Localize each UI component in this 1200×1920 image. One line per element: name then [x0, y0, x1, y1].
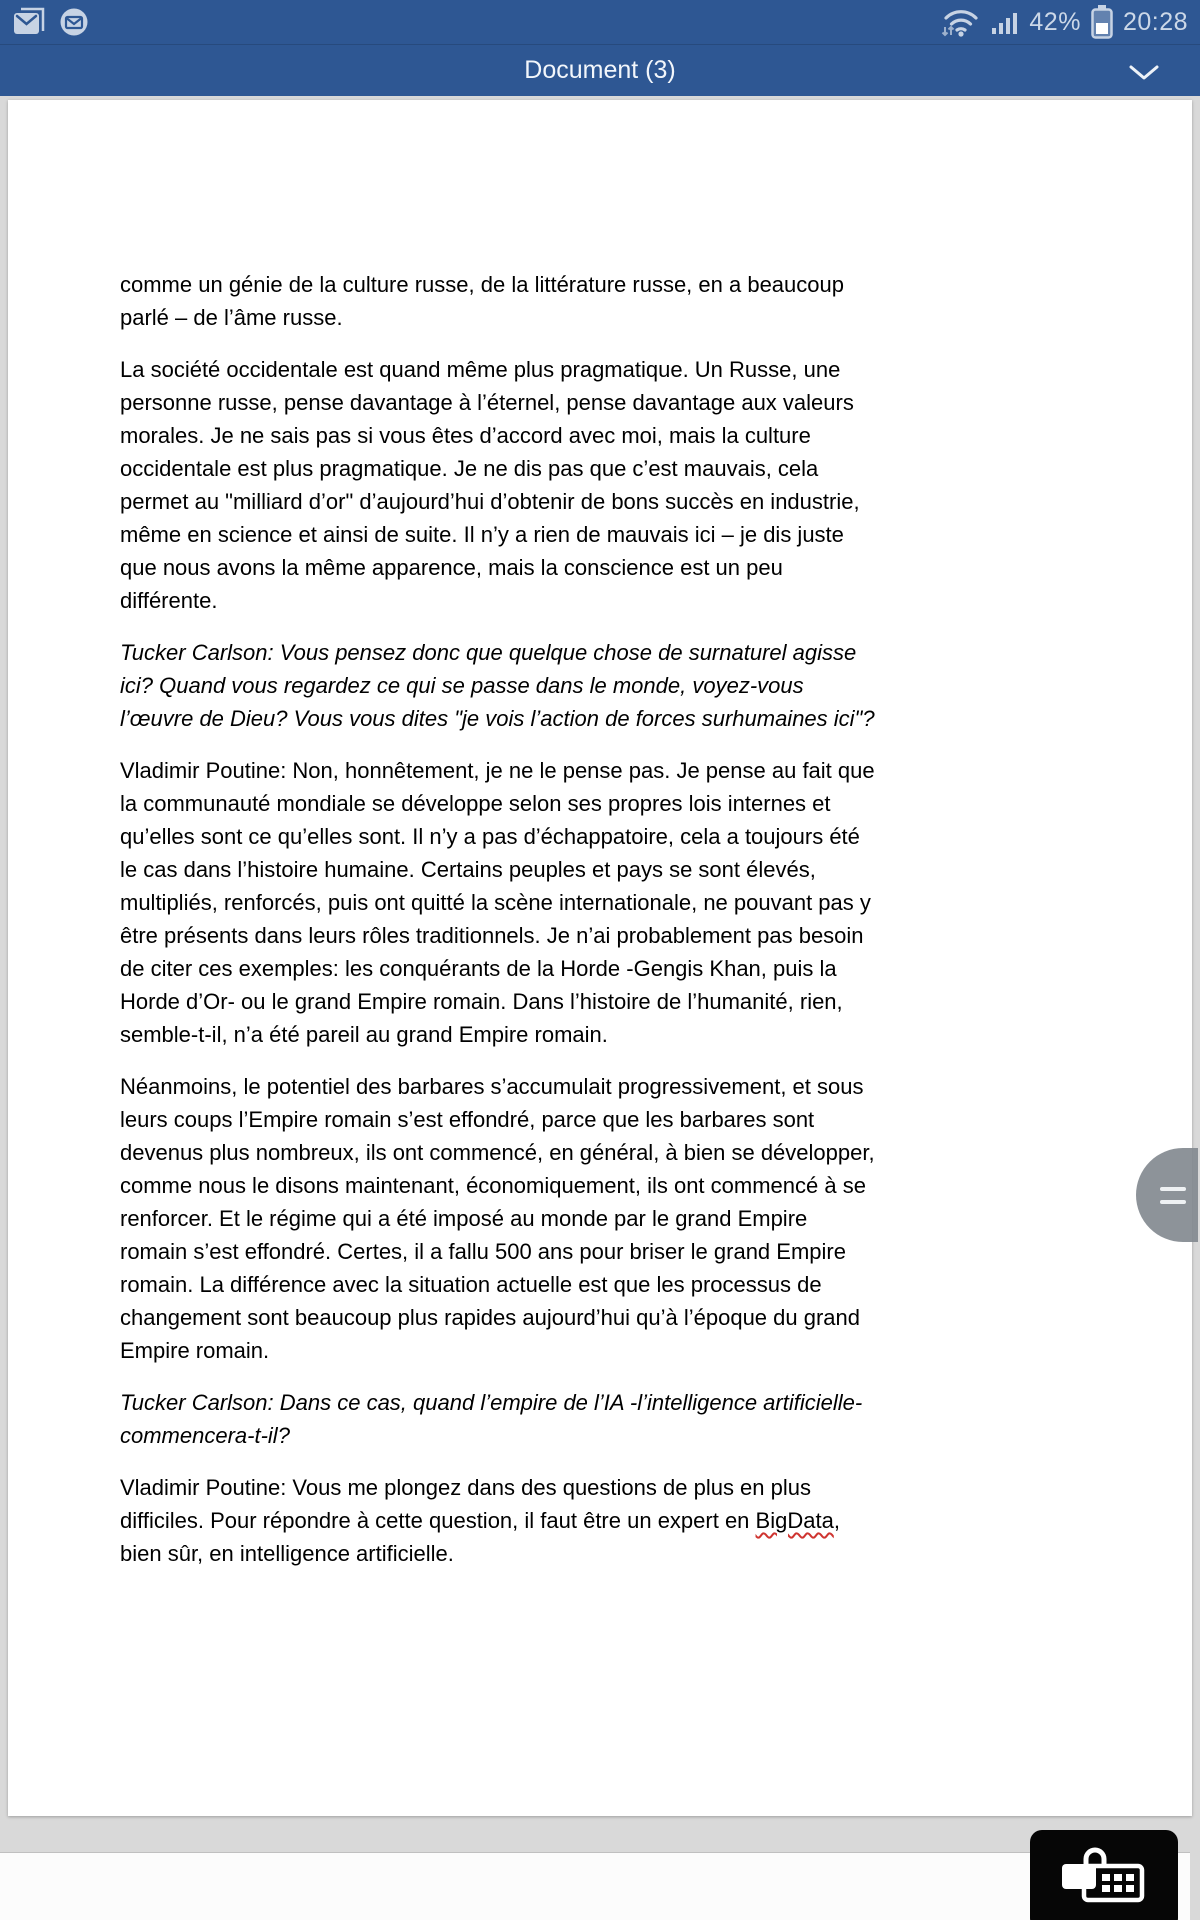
paragraph: Néanmoins, le potentiel des barbares s’accumulait progressivement, et sous leurs coups l’Empire romain s’est effondré, parce que les barbares sont devenus plus nombreux, ils ont commencé, en général, à bien se développer, comme nous le disons maintenant, économiquement, ils ont commencé à se renforcer. Et le régime qui a été imposé au monde par le grand Empire romain s’est effondré. Certes, il a fallu 500 ans pour briser le grand Empire romain. La différence avec la situation actuelle est que les processus de changement sont beaucoup plus rapides aujourd’hui qu’à l’époque du grand Empire romain. [120, 1074, 875, 1363]
wifi-icon [941, 5, 981, 39]
paragraph-vladimir-poutine [120, 1471, 880, 1570]
status-bar [0, 0, 1200, 44]
paragraph: comme un génie de la culture russe, de la littérature russe, en a beaucoup parlé – de l’âme russe. [120, 272, 844, 330]
signal-strength-icon [990, 7, 1020, 37]
battery-icon [1090, 4, 1114, 40]
chevron-down-icon[interactable] [1128, 64, 1160, 82]
scroll-handle-grip-line [1160, 1200, 1186, 1204]
email-icon [12, 6, 46, 38]
status-indicators [941, 4, 1188, 40]
paragraph-text: , bien sûr, en intelligence artificielle. [120, 1508, 840, 1566]
document-canvas [0, 96, 1200, 1920]
paragraph-tucker-carlson: Tucker Carlson: Dans ce cas, quand l’empire de l’IA -l’intelligence artificielle- commencera-t-il? [120, 1390, 863, 1448]
paragraph-vladimir-poutine: Vladimir Poutine: Non, honnêtement, je ne le pense pas. Je pense au fait que la communauté mondiale se développe selon ses propres lois internes et qu’elles sont ce qu’elles sont. Il n’y a pas d’échappatoire, cela a toujours été le cas dans l’histoire humaine. Certains peuples et pays se sont élevés, multipliés, renforcés, puis ont quitté la scène internationale, ne pouvant pas y être présents dans leurs rôles traditionnels. Je n’ai probablement pas besoin de citer ces exemples: les conquérants de la Horde -Gengis Khan, puis la Horde d’Or- ou le grand Empire romain. Dans l’histoire de l’humanité, rien, semble-t-il, n’a été pareil au grand Empire romain. [120, 758, 875, 1047]
paragraph-text: Vladimir Poutine: Vous me plongez dans des questions de plus en plus difficiles. Pour répondre à cette question, il faut être un expert en [120, 1475, 811, 1533]
document-title: Document (3) [524, 56, 676, 84]
misspelled-word: BigData [755, 1508, 834, 1533]
keyboard-lock-icon [1060, 1846, 1148, 1904]
document-page[interactable] [8, 100, 1192, 1816]
clock: 20:28 [1122, 7, 1188, 36]
battery-percent: 42% [1029, 7, 1081, 36]
email-round-icon [58, 6, 90, 38]
keyboard-unlock-button[interactable] [1030, 1830, 1178, 1920]
notification-icons [12, 6, 90, 38]
paragraph: La société occidentale est quand même plus pragmatique. Un Russe, une personne russe, pense davantage à l’éternel, pense davantage aux valeurs morales. Je ne sais pas si vous êtes d’accord avec moi, mais la culture occidentale est plus pragmatique. Je ne dis pas que c’est mauvais, cela permet au "milliard d’or" d’aujourd’hui d’obtenir de bons succès en industrie, même en science et ainsi de suite. Il n’y a rien de mauvais ici – je dis juste que nous avons la même apparence, mais la conscience est un peu différente. [120, 357, 860, 613]
scroll-handle-grip-line [1160, 1187, 1186, 1191]
paragraph-tucker-carlson: Tucker Carlson: Vous pensez donc que quelque chose de surnaturel agisse ici? Quand vous regardez ce qui se passe dans le monde, voyez-vous l’œuvre de Dieu? Vous vous dites "je vois l’action de forces surhumaines ici"? [120, 640, 875, 731]
app-header [0, 44, 1200, 96]
bottom-bar [0, 1852, 1190, 1920]
